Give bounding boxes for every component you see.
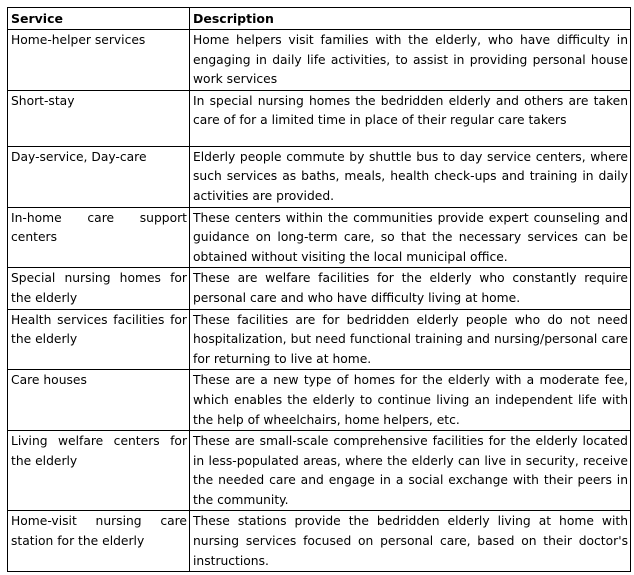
service-name: Day-service, Day-care [8, 146, 190, 207]
service-name: Short-stay [8, 90, 190, 146]
service-description: These centers within the communities provide expert counseling and guidance on long-term care, so that the necessary services can be obtained without visiting the local municipal office. [190, 207, 631, 268]
service-description: These are welfare facilities for the elderly who constantly require personal care and who have difficulty living at home. [190, 268, 631, 309]
services-table [7, 7, 631, 572]
service-name: Special nursing homes for the elderly [8, 268, 190, 309]
service-name: Care houses [8, 370, 190, 431]
header-service: Service [8, 8, 190, 30]
table-row [8, 207, 631, 268]
service-description: These are small-scale comprehensive facilities for the elderly located in less-populated areas, where the elderly can live in security, receive the needed care and engage in a social exchange with their peers in the community. [190, 431, 631, 511]
service-description: Home helpers visit families with the elderly, who have difficulty in engaging in daily life activities, to assist in providing personal house work services [190, 30, 631, 91]
table-row [8, 370, 631, 431]
service-name: In-home care support centers [8, 207, 190, 268]
service-description: In special nursing homes the bedridden elderly and others are taken care of for a limited time in place of their regular care takers [190, 90, 631, 146]
table-row [8, 30, 631, 91]
service-name: Health services facilities for the elderly [8, 309, 190, 370]
service-description: These facilities are for bedridden elderly people who do not need hospitalization, but need functional training and nursing/personal care for returning to live at home. [190, 309, 631, 370]
service-name: Living welfare centers for the elderly [8, 431, 190, 511]
table-row [8, 431, 631, 511]
service-name: Home-helper services [8, 30, 190, 91]
table-row [8, 146, 631, 207]
service-description: Elderly people commute by shuttle bus to day service centers, where such services as baths, meals, health check-ups and training in daily activities are provided. [190, 146, 631, 207]
service-description: These are a new type of homes for the elderly with a moderate fee, which enables the elderly to continue living an independent life with the help of wheelchairs, home helpers, etc. [190, 370, 631, 431]
service-name: Home-visit nursing care station for the elderly [8, 511, 190, 572]
service-description: These stations provide the bedridden elderly living at home with nursing services focused on personal care, based on their doctor's instructions. [190, 511, 631, 572]
header-description: Description [190, 8, 631, 30]
table-row [8, 511, 631, 572]
table-row [8, 90, 631, 146]
table-row [8, 268, 631, 309]
table-row [8, 309, 631, 370]
table-header-row [8, 8, 631, 30]
